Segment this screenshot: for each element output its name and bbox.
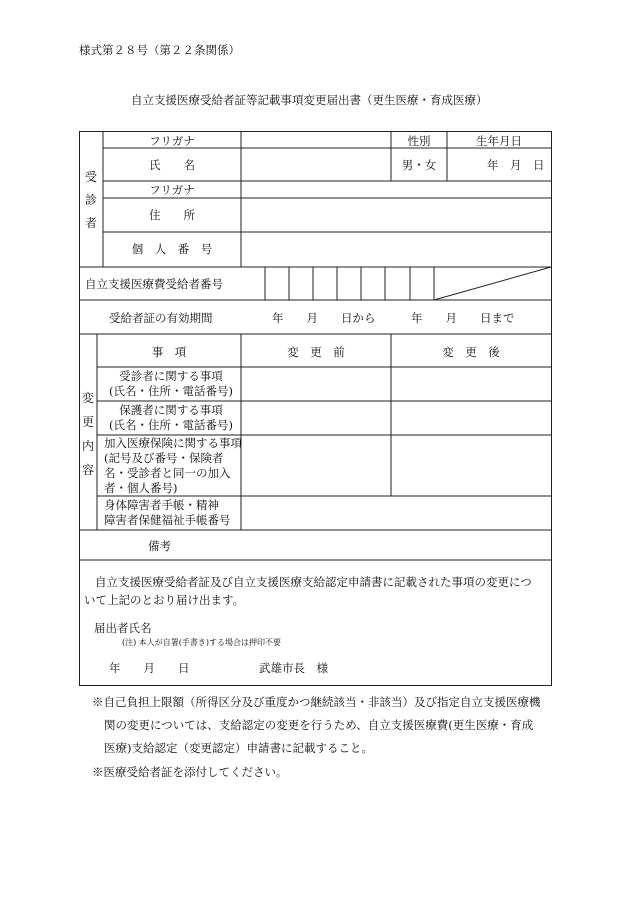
signature-note: (注) 本人が自署(手書き)する場合は押印不要 — [122, 638, 282, 647]
submitter-field[interactable] — [160, 616, 540, 636]
birthdate-header: 生年月日 — [476, 134, 522, 148]
form-title: 自立支援医療受給者証等記載事項変更届出書（更生医療・育成医療） — [131, 93, 488, 107]
header-before: 変 更 前 — [287, 345, 345, 359]
before-field[interactable] — [242, 402, 390, 434]
remarks-label: 備考 — [148, 539, 171, 553]
birthdate-format[interactable]: 年 月 日 — [487, 158, 545, 172]
name-field[interactable] — [242, 149, 390, 180]
changes-side-char: 更 — [81, 415, 94, 429]
furigana-label-2: フリガナ — [149, 183, 195, 197]
validity-label: 受給者証の有効期間 — [109, 311, 213, 325]
name-label: 氏 名 — [149, 158, 195, 172]
address-field[interactable] — [242, 199, 550, 231]
remarks-field[interactable] — [242, 531, 550, 559]
changes-side-char: 変 — [81, 391, 94, 405]
change-row-item: 身体障害者手帳・精神 障害者保健福祉手帳番号 — [104, 498, 231, 527]
form-number: 様式第２８号（第２２条関係） — [79, 43, 240, 57]
recipient-number-label: 自立支援医療費受給者番号 — [85, 277, 223, 291]
furigana-label: フリガナ — [149, 134, 195, 148]
address-label: 住 所 — [149, 208, 195, 222]
footnote-line: ※医療受給者証を添付してください。 — [92, 765, 288, 779]
recipient-number-field[interactable] — [242, 268, 434, 299]
patient-side-char: 受 — [84, 170, 97, 184]
change-row-item: 保護者に関する事項 (氏名・住所・電話番号) — [109, 403, 233, 432]
certificate-number-field[interactable] — [242, 497, 550, 529]
addressee: 武雄市長 様 — [259, 661, 328, 675]
after-field[interactable] — [392, 368, 550, 400]
after-field[interactable] — [392, 436, 550, 495]
patient-side-char: 診 — [84, 193, 97, 207]
declaration-line-2: いて上記のとおり届け出ます。 — [84, 593, 245, 607]
validity-from[interactable]: 年 月 日から — [272, 311, 376, 325]
submission-date[interactable]: 年 月 日 — [109, 661, 190, 675]
id-number-field[interactable] — [242, 233, 550, 266]
footnote-line: 関の変更については、支給認定の変更を行うため、自立支援医療費(更生医療・育成 — [104, 718, 534, 732]
submitter-label: 届出者氏名 — [94, 621, 152, 635]
after-field[interactable] — [392, 402, 550, 434]
patient-side-char: 者 — [84, 216, 97, 230]
before-field[interactable] — [242, 368, 390, 400]
validity-to[interactable]: 年 月 日まで — [411, 311, 515, 325]
before-field[interactable] — [242, 436, 390, 495]
change-row-item: 受診者に関する事項 (氏名・住所・電話番号) — [109, 369, 233, 398]
changes-side-char: 容 — [81, 463, 94, 477]
header-after: 変 更 後 — [442, 345, 500, 359]
footnote-line: 医療)支給認定（変更認定）申請書に記載すること。 — [104, 741, 373, 755]
furigana-field[interactable] — [242, 133, 390, 147]
gender-options[interactable]: 男・女 — [401, 158, 437, 172]
declaration-line-1: 自立支援医療受給者証及び自立支援医療支給認定申請書に記載された事項の変更につ — [95, 575, 532, 589]
changes-side-char: 内 — [81, 439, 94, 453]
change-row-item: 加入医療保険に関する事項 (記号及び番号・保険者 名・受診者と同一の加入 者・個人番号) — [104, 436, 242, 495]
id-number-label: 個 人 番 号 — [131, 242, 213, 256]
address-furigana-field[interactable] — [242, 182, 550, 197]
footnote-line: ※自己負担上限額（所得区分及び重度かつ継続該当・非該当）及び指定自立支援医療機 — [92, 695, 541, 709]
header-item: 事 項 — [151, 345, 187, 359]
gender-header: 性別 — [407, 134, 431, 148]
